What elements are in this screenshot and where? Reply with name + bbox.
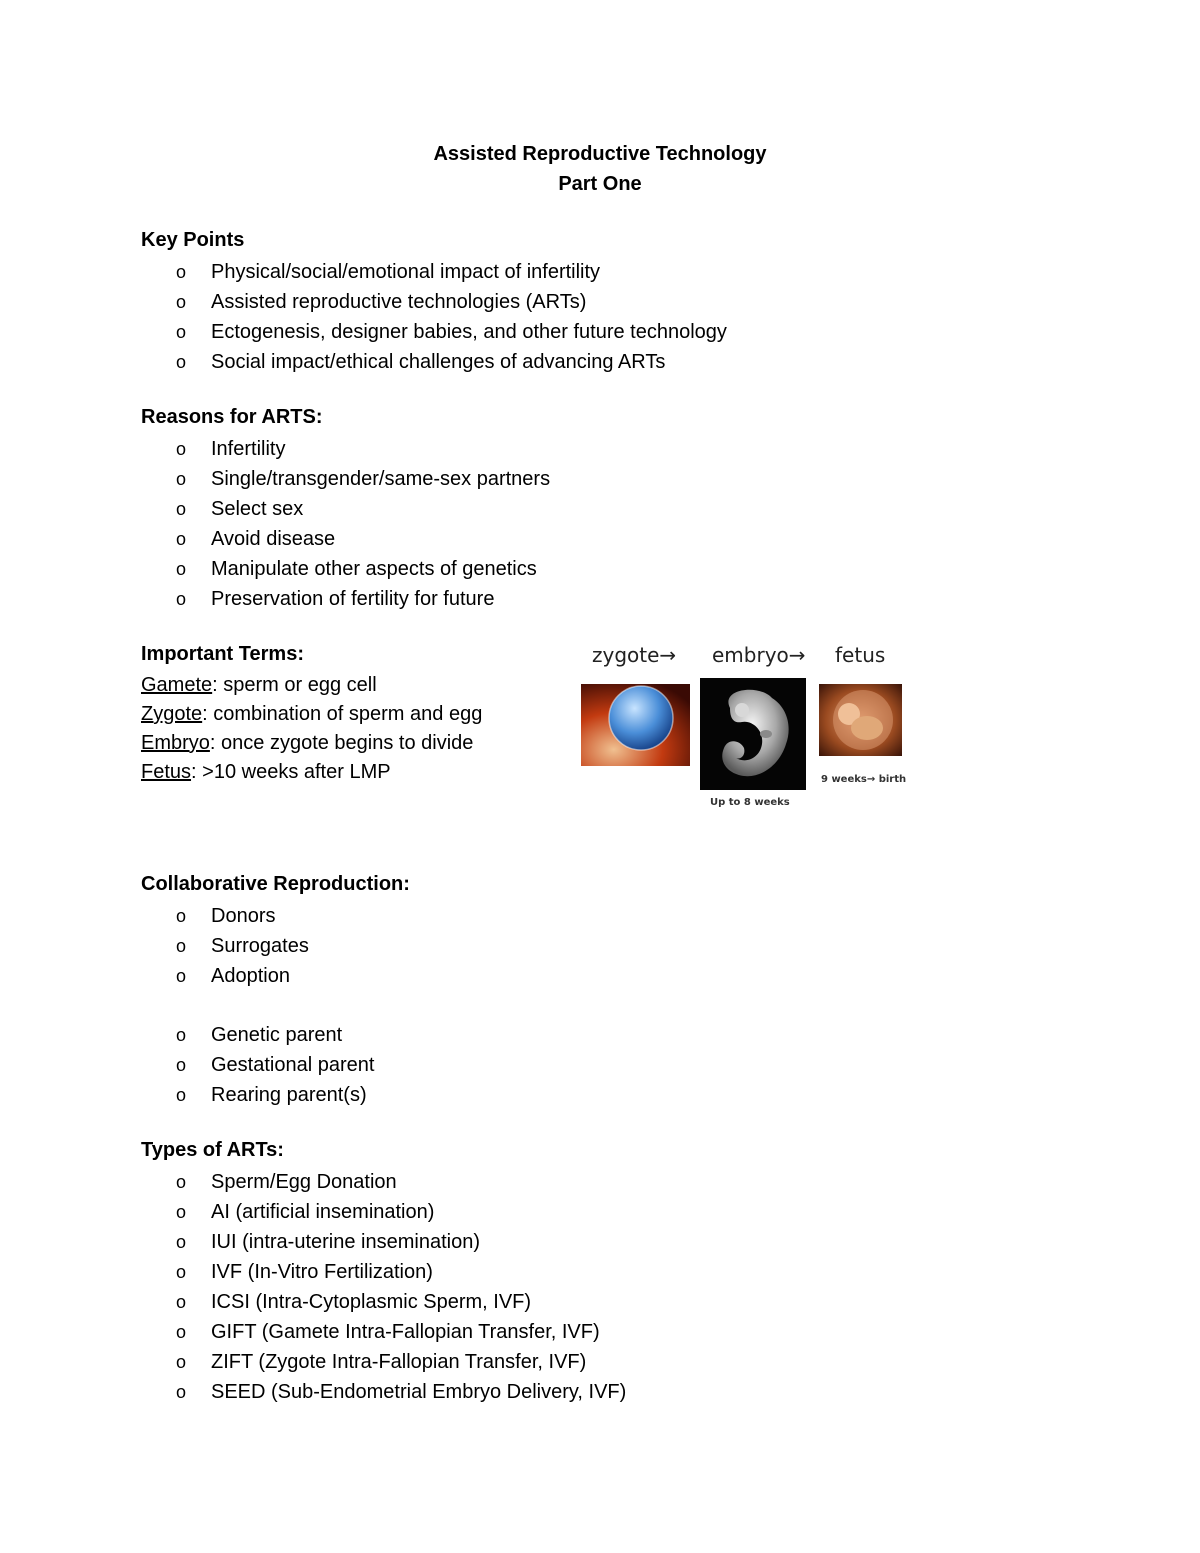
fetus-caption: 9 weeks→ birth — [821, 774, 907, 785]
bullet-icon: o — [176, 1292, 187, 1312]
list-item: o Avoid disease — [176, 524, 550, 554]
bullet-icon: o — [176, 352, 187, 372]
document-title: Assisted Reproductive Technology — [433, 143, 767, 165]
embryo-label: embryo→ — [712, 643, 806, 667]
bullet-icon: o — [176, 1025, 187, 1045]
key-points-list — [176, 257, 727, 377]
fetus-label: fetus — [835, 643, 886, 667]
terms-list — [141, 671, 482, 787]
bullet-icon: o — [176, 589, 187, 609]
types-heading: Types of ARTs: — [141, 1139, 284, 1161]
bullet-icon: o — [176, 559, 187, 579]
bullet-icon: o — [176, 1232, 187, 1252]
bullet-icon: o — [176, 906, 187, 926]
collaborative-heading: Collaborative Reproduction: — [141, 873, 410, 895]
list-item: o Sperm/Egg Donation — [176, 1167, 626, 1197]
bullet-icon: o — [176, 1262, 187, 1282]
embryo-caption: Up to 8 weeks — [710, 797, 790, 808]
reasons-list — [176, 434, 550, 614]
list-item: o Ectogenesis, designer babies, and other future technology — [176, 317, 727, 347]
bullet-icon: o — [176, 262, 187, 282]
key-points-heading: Key Points — [141, 229, 245, 251]
list-item: o Infertility — [176, 434, 550, 464]
bullet-icon: o — [176, 1085, 187, 1105]
collaborative-list-2 — [176, 1020, 374, 1110]
document-subtitle: Part One — [558, 173, 642, 195]
list-item: o Physical/social/emotional impact of infertility — [176, 257, 727, 287]
list-item: o Rearing parent(s) — [176, 1080, 374, 1110]
reasons-heading: Reasons for ARTS: — [141, 406, 323, 428]
collaborative-list-1 — [176, 901, 309, 991]
bullet-icon: o — [176, 469, 187, 489]
list-item: o ZIFT (Zygote Intra-Fallopian Transfer, IVF) — [176, 1347, 626, 1377]
list-item: o Assisted reproductive technologies (ARTs) — [176, 287, 727, 317]
list-item: o Preservation of fertility for future — [176, 584, 550, 614]
bullet-icon: o — [176, 936, 187, 956]
bullet-icon: o — [176, 966, 187, 986]
embryo-image — [700, 678, 806, 790]
list-item: o IUI (intra-uterine insemination) — [176, 1227, 626, 1257]
list-item: o GIFT (Gamete Intra-Fallopian Transfer, IVF) — [176, 1317, 626, 1347]
zygote-label: zygote→ — [592, 643, 677, 667]
list-item: o Gestational parent — [176, 1050, 374, 1080]
list-item: o Donors — [176, 901, 309, 931]
zygote-image — [581, 684, 690, 766]
list-item: o Adoption — [176, 961, 309, 991]
term-word: Fetus — [141, 761, 192, 783]
list-item: o Single/transgender/same-sex partners — [176, 464, 550, 494]
list-item: o ICSI (Intra-Cytoplasmic Sperm, IVF) — [176, 1287, 626, 1317]
term-word: Zygote — [141, 703, 203, 725]
term-word: Gamete — [141, 674, 213, 696]
list-item: o Surrogates — [176, 931, 309, 961]
bullet-icon: o — [176, 322, 187, 342]
term-word: Embryo — [141, 732, 210, 754]
list-item: o Select sex — [176, 494, 550, 524]
development-figure — [578, 638, 908, 813]
term-row: Zygote: combination of sperm and egg — [141, 703, 483, 725]
bullet-icon: o — [176, 1055, 187, 1075]
list-item: o IVF (In-Vitro Fertilization) — [176, 1257, 626, 1287]
bullet-icon: o — [176, 529, 187, 549]
bullet-icon: o — [176, 292, 187, 312]
bullet-icon: o — [176, 1202, 187, 1222]
term-row: Embryo: once zygote begins to divide — [141, 732, 474, 754]
list-item: o Genetic parent — [176, 1020, 374, 1050]
terms-heading: Important Terms: — [141, 643, 304, 665]
term-row: Fetus: >10 weeks after LMP — [141, 761, 391, 783]
list-item: o AI (artificial insemination) — [176, 1197, 626, 1227]
list-item: o Social impact/ethical challenges of advancing ARTs — [176, 347, 727, 377]
bullet-icon: o — [176, 1352, 187, 1372]
term-row: Gamete: sperm or egg cell — [141, 674, 377, 696]
list-item: o Manipulate other aspects of genetics — [176, 554, 550, 584]
fetus-image — [819, 684, 902, 756]
bullet-icon: o — [176, 1172, 187, 1192]
bullet-icon: o — [176, 499, 187, 519]
bullet-icon: o — [176, 1322, 187, 1342]
bullet-icon: o — [176, 1382, 187, 1402]
list-item: o SEED (Sub-Endometrial Embryo Delivery, IVF) — [176, 1377, 626, 1407]
bullet-icon: o — [176, 439, 187, 459]
types-list — [176, 1167, 626, 1407]
